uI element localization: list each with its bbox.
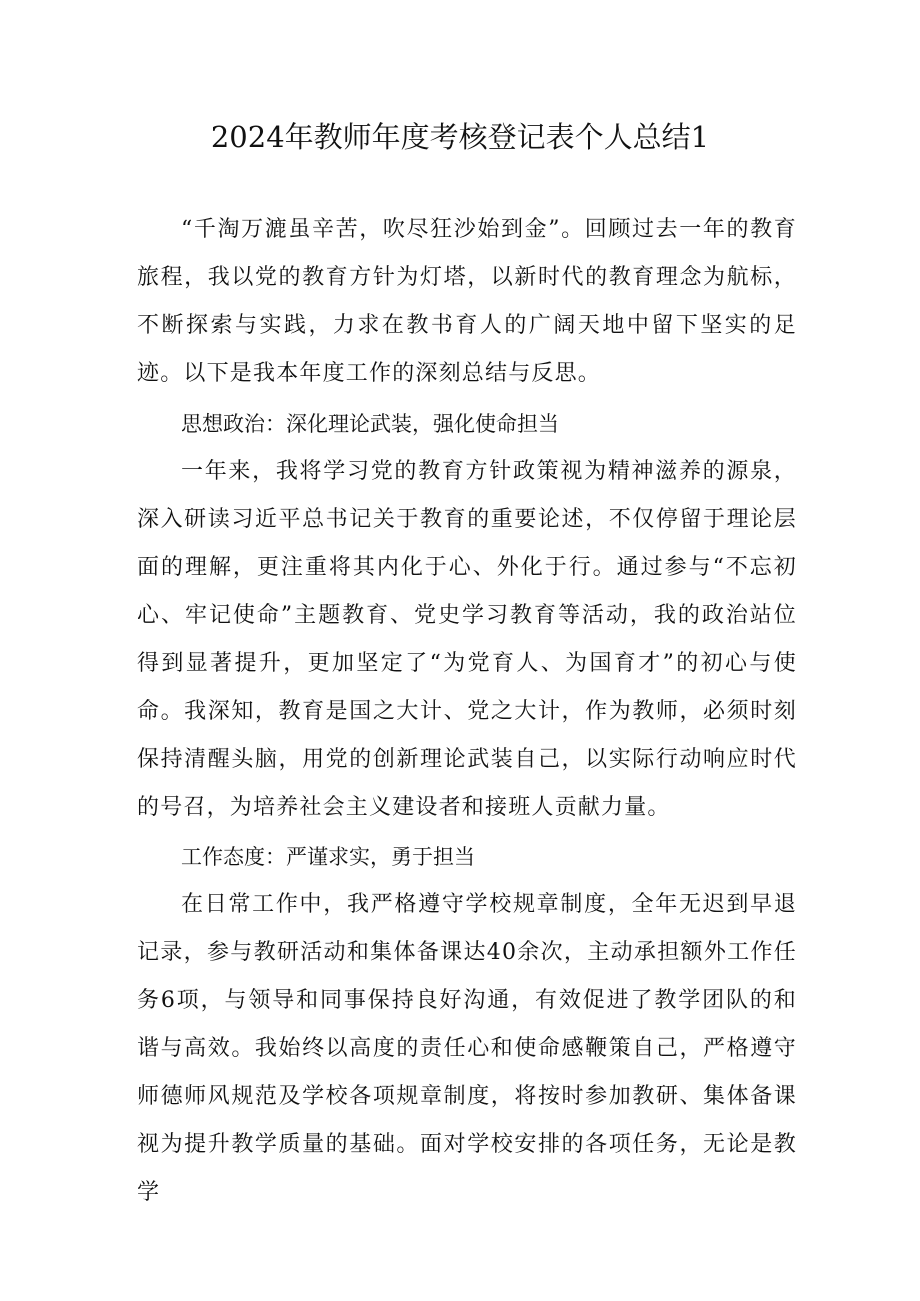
- intro-paragraph: “千淘万漉虽辛苦，吹尽狂沙始到金”。回顾过去一年的教育旅程，我以党的教育方针为灯塔，以新时代的教育理念为航标，不断探索与实践，力求在教书育人的广阔天地中留下坚实的足迹。以下是我本年度工作的深刻总结与反思。: [137, 217, 797, 386]
- section-paragraph-work-attitude: 在日常工作中，我严格遵守学校规章制度，全年无迟到早退记录，参与教研活动和集体备课达40余次，主动承担额外工作任务6项，与领导和同事保持良好沟通，有效促进了教学团队的和谐与高效。我始终以高度的责任心和使命感鞭策自己，严格遵守师德师风规范及学校各项规章制度，将按时参加教研、集体备课视为提升教学质量的基础。面对学校安排的各项任务，无论是教学: [137, 892, 797, 1205]
- section-heading-work-attitude: 工作态度：严谨求实，勇于担当: [181, 845, 475, 869]
- section-paragraph-political: 一年来，我将学习党的教育方针政策视为精神滋养的源泉，深入研读习近平总书记关于教育的重要论述，不仅停留于理论层面的理解，更注重将其内化于心、外化于行。通过参与“不忘初心、牢记使命”主题教育、党史学习教育等活动，我的政治站位得到显著提升，更加坚定了“为党育人、为国育才”的初心与使命。我深知，教育是国之大计、党之大计，作为教师，必须时刻保持清醒头脑，用党的创新理论武装自己，以实际行动响应时代的号召，为培养社会主义建设者和接班人贡献力量。: [137, 459, 797, 820]
- section-heading-political: 思想政治：深化理论武装，强化使命担当: [181, 412, 559, 436]
- document-title: 2024年教师年度考核登记表个人总结1: [210, 120, 710, 154]
